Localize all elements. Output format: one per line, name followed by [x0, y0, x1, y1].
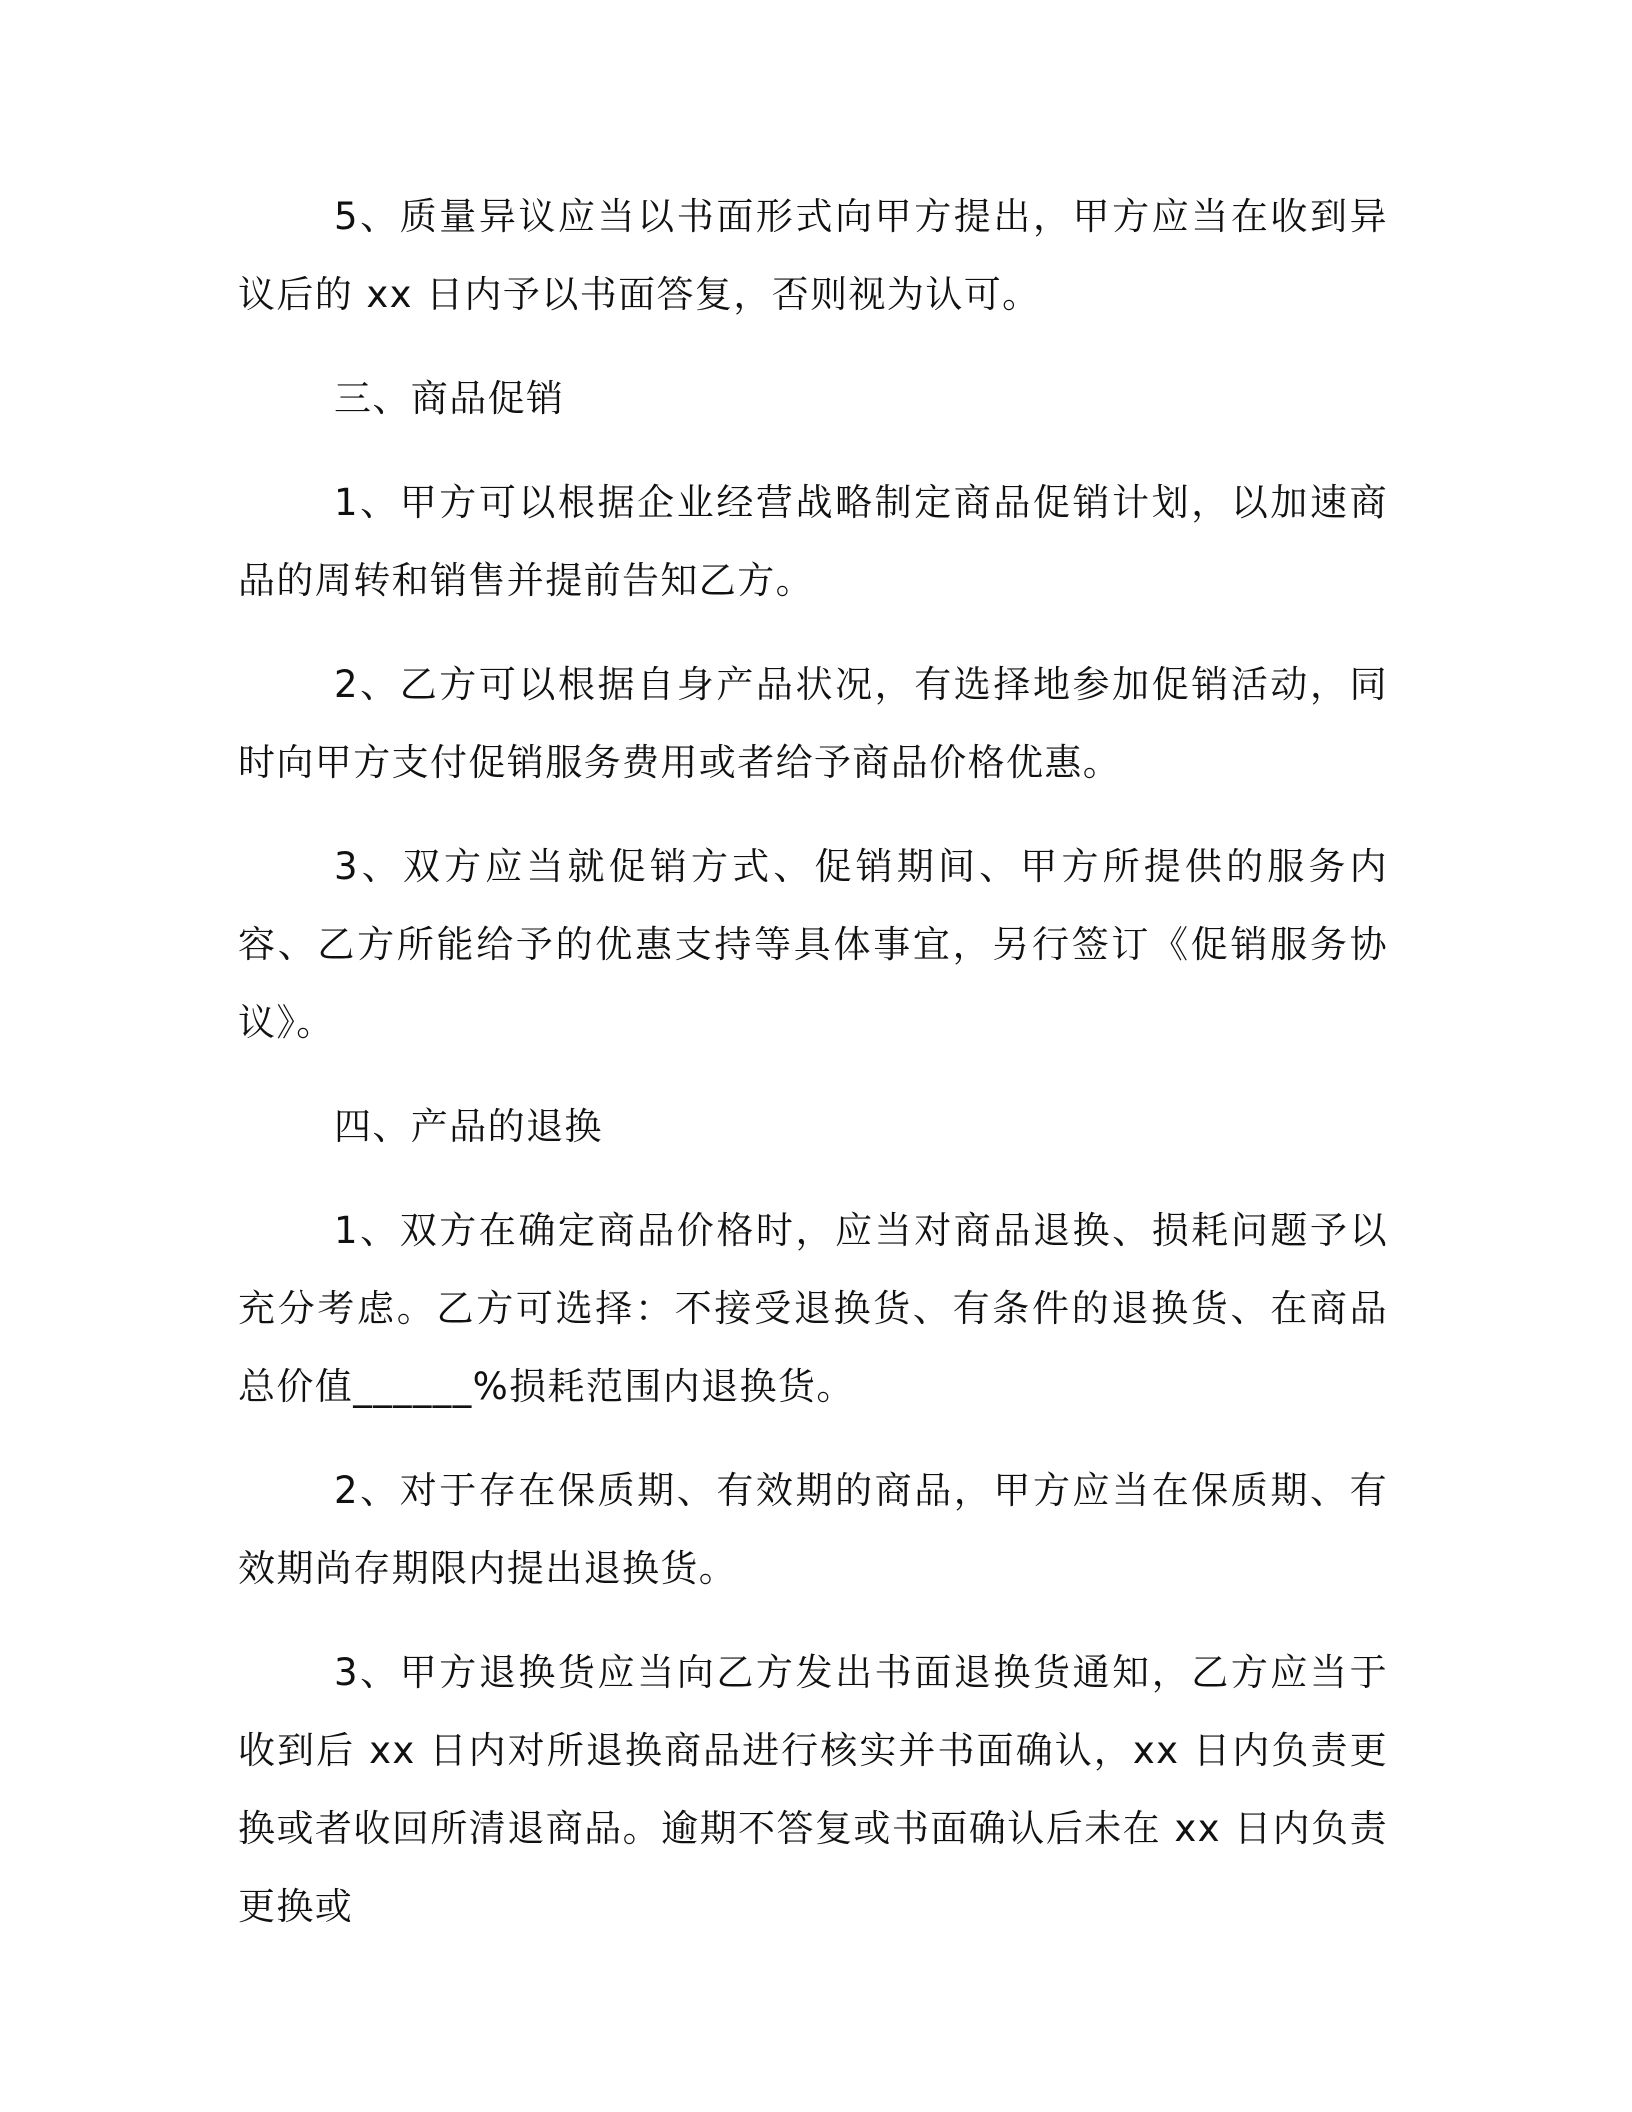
clause-3-3: 3、双方应当就促销方式、促销期间、甲方所提供的服务内容、乙方所能给予的优惠支持等具体事宜，另行签订《促销服务协议》。 [238, 845, 1388, 1044]
section-3-heading: 三、商品促销 [334, 377, 565, 420]
clause-4-3: 3、甲方退换货应当向乙方发出书面退换货通知，乙方应当于收到后 xx 日内对所退换商品进行核实并书面确认，xx 日内负责更换或者收回所清退商品。逾期不答复或书面确认后未在 xx 日内负责更换或 [238, 1651, 1388, 1928]
clause-2-5: 5、质量异议应当以书面形式向甲方提出，甲方应当在收到异议后的 xx 日内予以书面答复，否则视为认可。 [238, 195, 1388, 316]
clause-3-1: 1、甲方可以根据企业经营战略制定商品促销计划，以加速商品的周转和销售并提前告知乙方。 [238, 481, 1388, 602]
document-body [238, 178, 1388, 1946]
clause-4-2: 2、对于存在保质期、有效期的商品，甲方应当在保质期、有效期尚存期限内提出退换货。 [238, 1469, 1388, 1590]
clause-4-1: 1、双方在确定商品价格时，应当对商品退换、损耗问题予以充分考虑。乙方可选择：不接受退换货、有条件的退换货、在商品总价值______%损耗范围内退换货。 [238, 1209, 1388, 1408]
section-4-heading: 四、产品的退换 [334, 1105, 603, 1148]
clause-3-2: 2、乙方可以根据自身产品状况，有选择地参加促销活动，同时向甲方支付促销服务费用或者给予商品价格优惠。 [238, 663, 1388, 784]
